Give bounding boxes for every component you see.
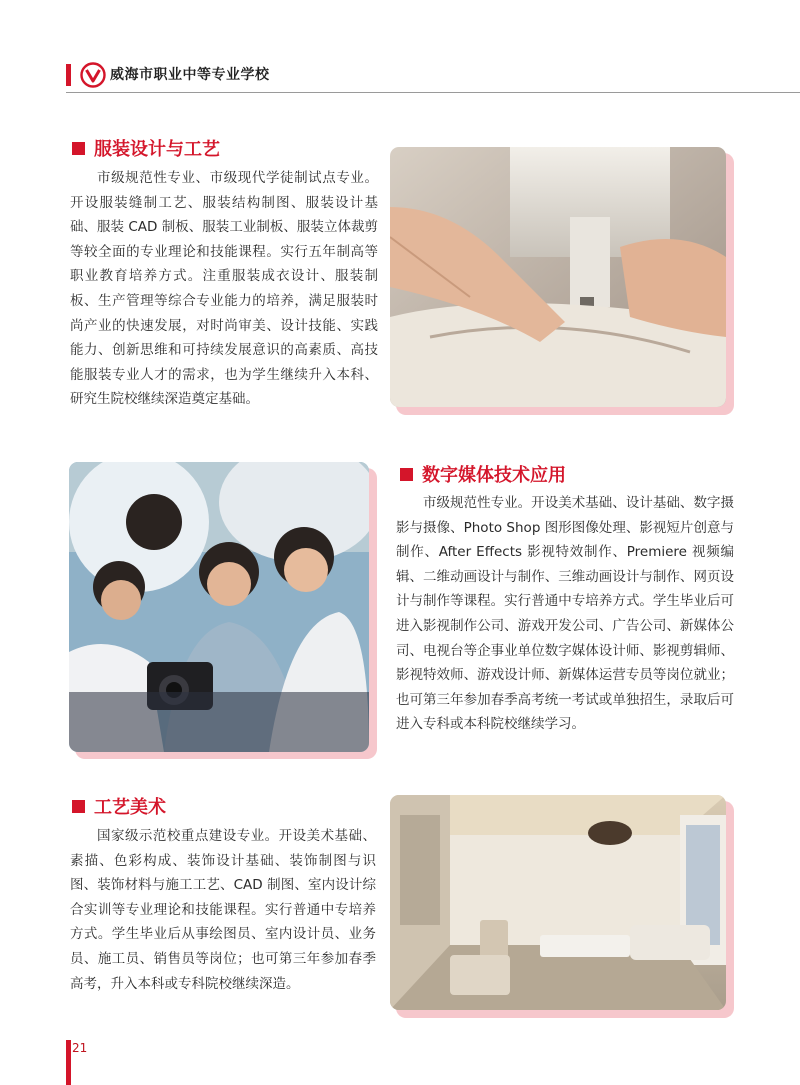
sewing-machine-photo <box>390 147 726 407</box>
school-name: 威海市职业中等专业学校 <box>110 67 270 83</box>
header-accent-bar <box>66 64 71 86</box>
students-camera-photo <box>69 462 369 752</box>
section-paragraph-digital-media: 市级规范性专业。开设美术基础、设计基础、数字摄影与摄像、Photo Shop 图形图像处理、影视短片创意与制作、After Effects 影视特效制作、Premiere 视频编辑、二维动画设计与制作、三维动画设计与制作、网页设计与制作等课程。实行普通中专培养方式。学生毕业后可进入影视制作公司、游戏开发公司、广告公司、新媒体公司、电视台等企事业单位数字媒体设计师、影视剪辑师、影视特效师、游戏设计师、新媒体运营专员等岗位就业；也可第三年参加春季高考统一考试或单独招生，录取后可进入专科或本科院校继续学习。 <box>396 495 734 733</box>
section-bullet-icon <box>72 142 85 155</box>
section-paragraph-fashion: 市级规范性专业、市级现代学徒制试点专业。开设服装缝制工艺、服装结构制图、服装设计基础、服装 CAD 制板、服装工业制板、服装立体裁剪等较全面的专业理论和技能课程。实行五年制高等职业教育培养方式。注重服装成衣设计、服装制板、生产管理等综合专业能力的培养，满足服装时尚产业的快速发展，对时尚审美、设计技能、实践能力、创新思维和可持续发展意识的高素质、高技能服装专业人才的需求，也为学生继续升入本科、研究生院校继续深造奠定基础。 <box>70 170 378 408</box>
section-bullet-icon <box>72 800 85 813</box>
section-title-digital-media <box>400 461 566 487</box>
school-logo-icon <box>80 62 106 88</box>
section-title-text: 数字媒体技术应用 <box>422 465 566 486</box>
section-bullet-icon <box>400 468 413 481</box>
interior-design-photo <box>390 795 726 1010</box>
header-divider <box>66 92 800 93</box>
section-title-arts-crafts <box>72 793 166 819</box>
section-paragraph-arts-crafts: 国家级示范校重点建设专业。开设美术基础、素描、色彩构成、装饰设计基础、装饰制图与识图、装饰材料与施工工艺、CAD 制图、室内设计综合实训等专业理论和技能课程。实行普通中专培养方式。学生毕业后从事绘图员、室内设计员、业务员、施工员、销售员等岗位；也可第三年参加春季高考，升入本科或专科院校继续深造。 <box>70 828 376 992</box>
section-title-fashion <box>72 135 220 161</box>
page-number: 21 <box>72 1041 88 1055</box>
section-title-text: 服装设计与工艺 <box>94 139 220 160</box>
page-accent-bar <box>66 1040 71 1085</box>
section-title-text: 工艺美术 <box>94 797 166 818</box>
